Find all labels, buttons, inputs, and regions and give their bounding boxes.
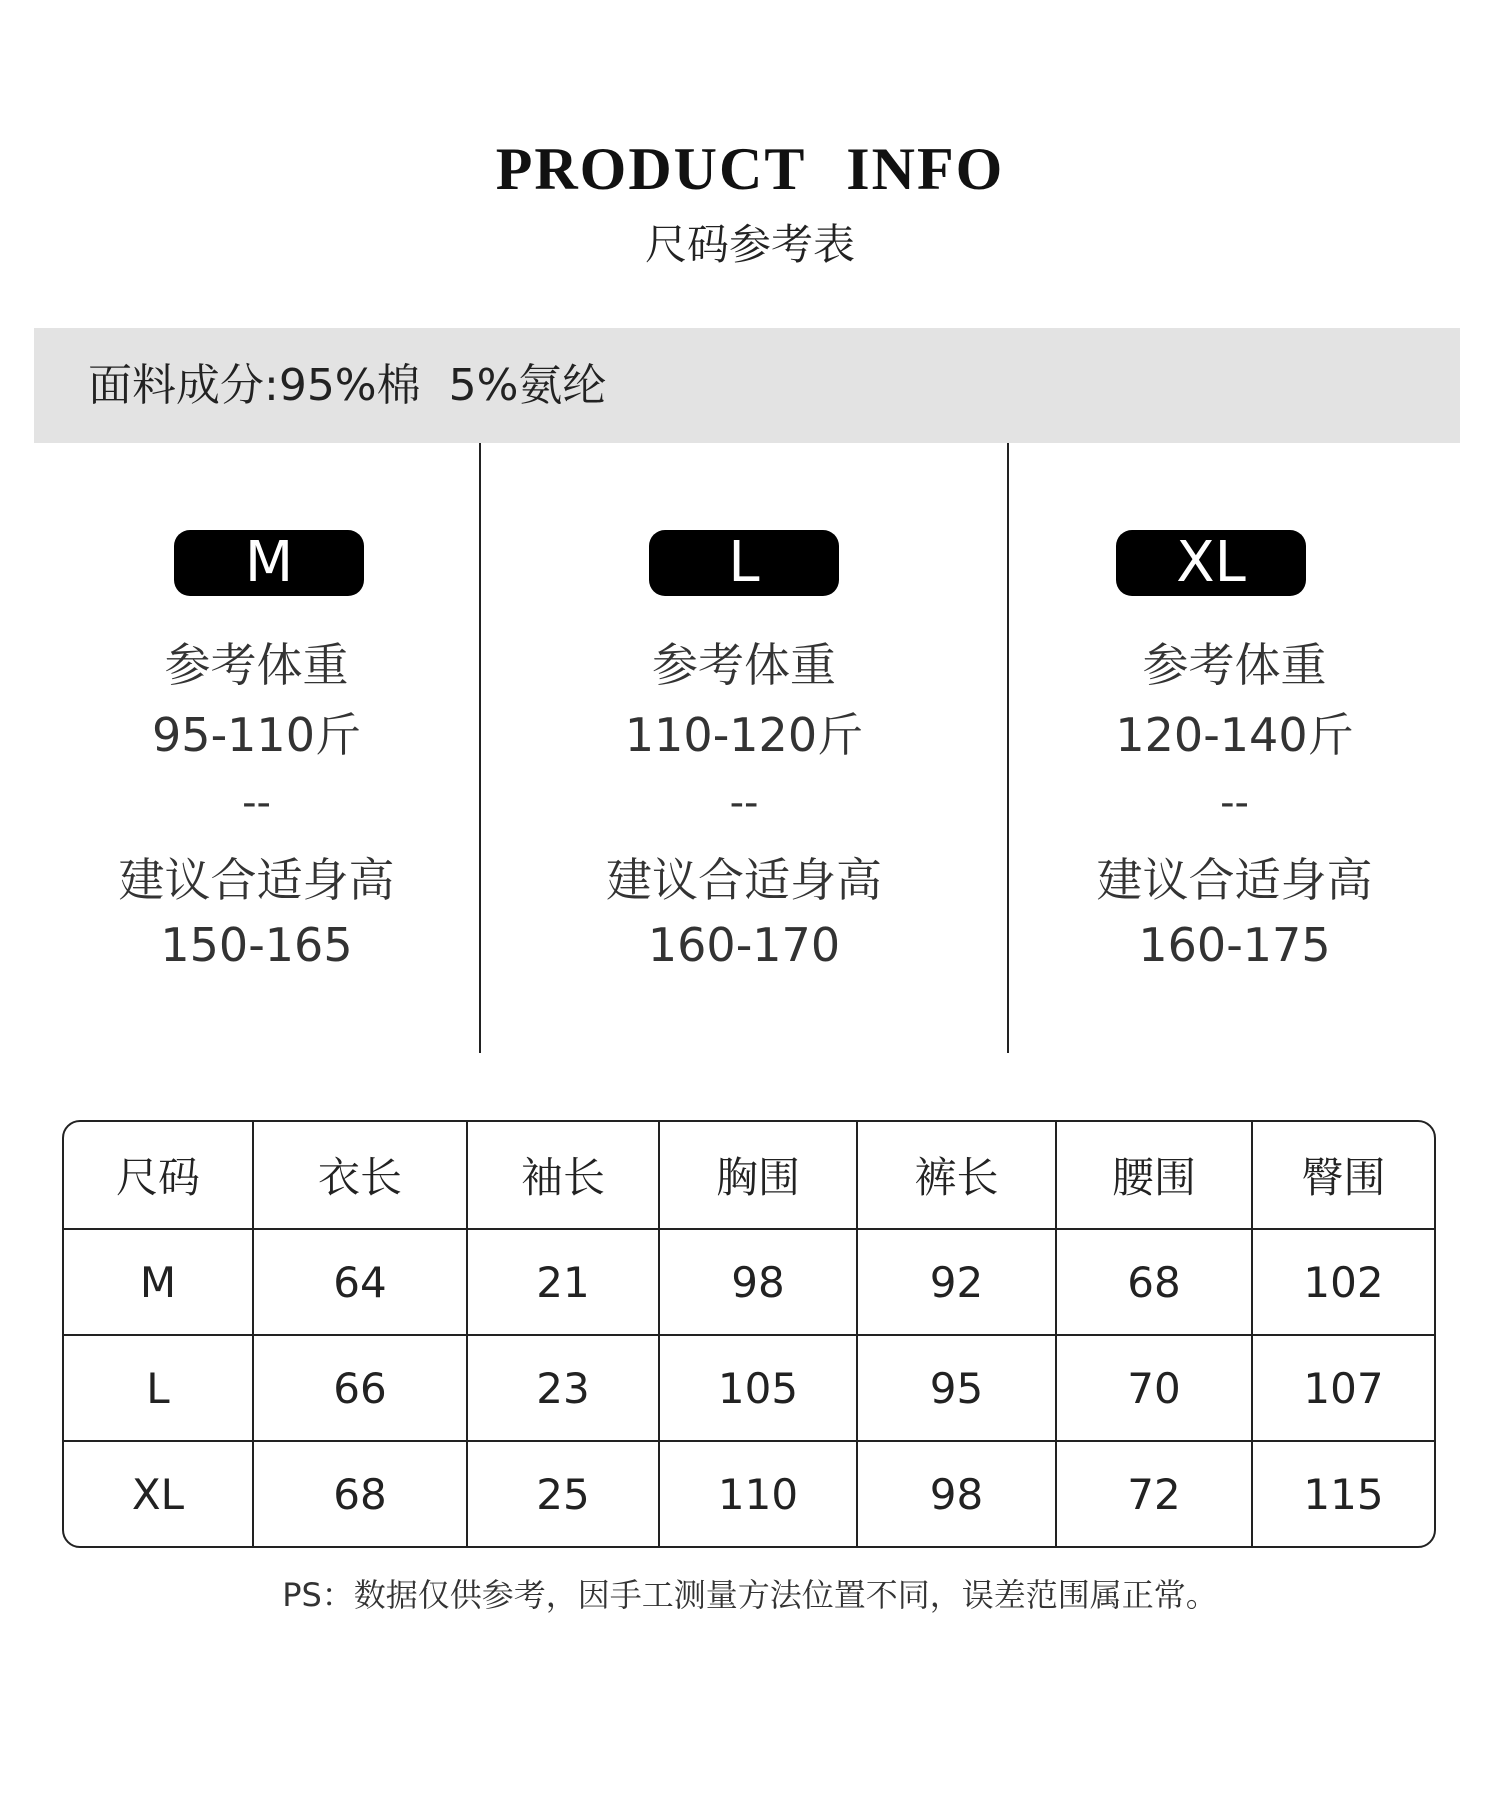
measurement-note: PS：数据仅供参考，因手工测量方法位置不同，误差范围属正常。 [282,1576,1218,1614]
table-cell: 23 [468,1336,660,1442]
height-label: 建议合适身高 [1096,853,1373,907]
weight-value: 110-120斤 [624,708,864,762]
table-row [64,1442,1434,1546]
table-cell: 21 [468,1230,660,1336]
fabric-banner [34,328,1460,443]
size-badge: M [174,530,364,596]
weight-label: 参考体重 [1142,638,1327,692]
size-badge: L [649,530,839,596]
size-chart-table [62,1120,1436,1548]
table-cell: XL [64,1442,254,1546]
size-card-xl [1009,443,1460,1053]
header-cell: 尺码 [64,1122,254,1230]
page-title: PRODUCT INFO [495,136,1005,202]
table-cell: 68 [1057,1230,1253,1336]
height-value: 160-175 [1138,918,1331,972]
header-cell: 裤长 [858,1122,1057,1230]
separator: -- [1220,780,1249,826]
table-row [64,1230,1434,1336]
separator: -- [242,780,271,826]
table-cell: 98 [660,1230,858,1336]
table-row [64,1336,1434,1442]
table-cell: 66 [254,1336,468,1442]
size-badge: XL [1116,530,1306,596]
height-value: 150-165 [160,918,353,972]
table-cell: 72 [1057,1442,1253,1546]
table-cell: 115 [1303,1469,1384,1519]
table-header-row [64,1122,1434,1230]
header-cell: 臀围 [1253,1122,1434,1230]
table-cell: 68 [254,1442,468,1546]
height-label: 建议合适身高 [118,853,395,907]
table-cell: 64 [254,1230,468,1336]
table-cell: 25 [468,1442,660,1546]
header-cell: 衣长 [254,1122,468,1230]
size-card-m [34,443,479,1053]
table-cell: 110 [660,1442,858,1546]
weight-value: 95-110斤 [152,708,361,762]
size-card-l [481,443,1007,1053]
table-cell: 102 [1253,1230,1434,1336]
table-cell: 70 [1057,1336,1253,1442]
height-value: 160-170 [647,918,841,972]
fabric-composition: 面料成分:95%棉 5%氨纶 [88,360,607,411]
header-cell: 胸围 [660,1122,858,1230]
separator: -- [729,780,759,826]
header-cell: 腰围 [1057,1122,1253,1230]
table-cell: 105 [660,1336,858,1442]
table-cell: 92 [858,1230,1057,1336]
table-cell: 107 [1253,1336,1434,1442]
height-label: 建议合适身高 [606,853,882,907]
table-cell: M [64,1230,254,1336]
weight-label: 参考体重 [164,638,349,692]
table-cell: 98 [858,1442,1057,1546]
weight-value: 120-140斤 [1115,708,1354,762]
table-cell: 95 [858,1336,1057,1442]
header-cell: 袖长 [468,1122,660,1230]
page-subtitle: 尺码参考表 [644,220,855,269]
weight-label: 参考体重 [652,638,836,692]
table-cell: L [64,1336,254,1442]
